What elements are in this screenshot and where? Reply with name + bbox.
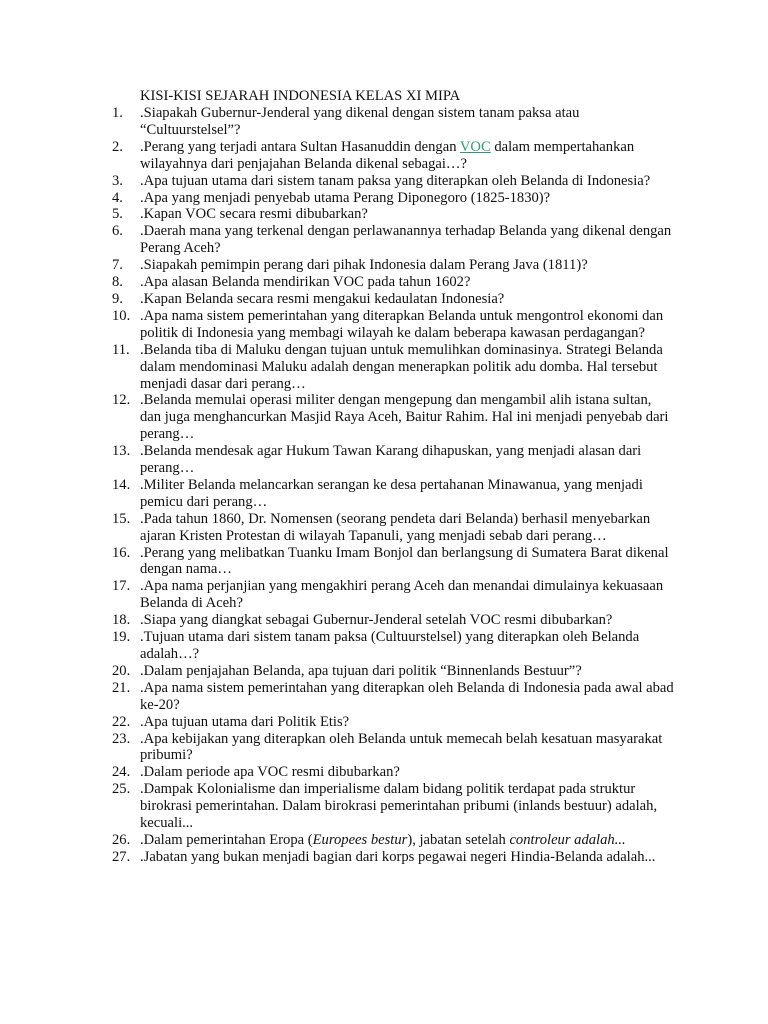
question-item: [0, 680, 768, 714]
question-number: 16.: [112, 544, 131, 561]
question-number: 17.: [112, 578, 131, 595]
question-text: .Apa alasan Belanda mendirikan VOC pada tahun 1602?: [140, 274, 471, 291]
question-text: .Apa nama sistem pemerintahan yang diterapkan oleh Belanda di Indonesia pada awal abad ke-20?: [140, 679, 674, 713]
question-number: 13.: [112, 443, 131, 460]
question-number: 4.: [112, 189, 123, 206]
question-text: .Dalam penjajahan Belanda, apa tujuan dari politik “Binnenlands Bestuur”?: [140, 662, 582, 679]
question-item: [0, 578, 768, 612]
question-item: [0, 443, 768, 477]
question-text: .Siapakah Gubernur-Jenderal yang dikenal dengan sistem tanam paksa atau “Cultuurstelsel”?: [140, 105, 580, 138]
question-number: 14.: [112, 476, 131, 493]
question-text: .Jabatan yang bukan menjadi bagian dari korps pegawai negeri Hindia-Belanda adalah...: [140, 848, 656, 865]
question-item: [0, 257, 768, 274]
question-item: [0, 764, 768, 781]
question-number: 9.: [112, 290, 123, 307]
question-text-part: .Dalam pemerintahan Eropa (: [140, 831, 313, 848]
question-text: .Apa tujuan utama dari Politik Etis?: [140, 713, 350, 730]
question-item: [0, 139, 768, 173]
question-number: 6.: [112, 223, 123, 240]
question-text: .Apa nama perjanjian yang mengakhiri perang Aceh dan menandai dimulainya kekuasaan Belanda di Aceh?: [140, 578, 664, 612]
question-number: 22.: [112, 713, 131, 730]
question-text-part: dalam mempertahankan wilayahnya dari penjajahan Belanda dikenal sebagai…?: [140, 138, 635, 172]
question-text: .Dalam periode apa VOC resmi dibubarkan?: [140, 764, 400, 781]
question-number: 11.: [112, 341, 130, 358]
question-text: .Belanda mendesak agar Hukum Tawan Karang dihapuskan, yang menjadi alasan dari perang…: [140, 443, 642, 477]
question-text: .Kapan VOC secara resmi dibubarkan?: [140, 206, 368, 223]
question-text: .Apa tujuan utama dari sistem tanam paksa yang diterapkan oleh Belanda di Indonesia?: [140, 172, 651, 189]
question-item: [0, 274, 768, 291]
question-number: 8.: [112, 274, 123, 291]
question-item: [0, 731, 768, 765]
voc-link[interactable]: VOC: [459, 138, 491, 155]
question-text: .Apa yang menjadi penyebab utama Perang Diponegoro (1825-1830)?: [140, 189, 551, 206]
question-number: 21.: [112, 679, 131, 696]
question-text-part: ), jabatan setelah: [407, 831, 510, 848]
question-item: [0, 511, 768, 545]
question-item: [0, 714, 768, 731]
question-item: [0, 291, 768, 308]
document-title: KISI-KISI SEJARAH INDONESIA KELAS XI MIPA: [140, 88, 461, 104]
question-number: 23.: [112, 730, 131, 747]
question-item: [0, 612, 768, 629]
question-number: 10.: [112, 307, 131, 324]
question-item: [0, 223, 768, 257]
question-text: .Apa kebijakan yang diterapkan oleh Belanda untuk memecah belah kesatuan masyarakat pribumi?: [140, 730, 663, 764]
question-item: [0, 190, 768, 207]
question-item: [0, 849, 768, 866]
question-text-part: .Perang yang terjadi antara Sultan Hasanuddin dengan: [140, 138, 460, 155]
question-number: 26.: [112, 831, 131, 848]
question-item: [0, 832, 768, 849]
question-number: 7.: [112, 257, 123, 274]
question-text-italic: Europees bestur: [312, 831, 408, 848]
question-text: .Belanda memulai operasi militer dengan mengepung dan mengambil alih istana sultan, dan juga menghancurkan Masjid Raya Aceh, Baitur Rahim. Hal ini menjadi penyebab dari perang…: [140, 392, 669, 443]
question-text: .Siapakah pemimpin perang dari pihak Indonesia dalam Perang Java (1811)?: [140, 257, 588, 274]
question-item: [0, 173, 768, 190]
question-number: 25.: [112, 781, 131, 798]
question-number: 2.: [112, 138, 123, 155]
question-item: [0, 392, 768, 443]
question-text-italic: controleur adalah...: [509, 831, 626, 848]
question-item: [0, 545, 768, 579]
question-number: 19.: [112, 629, 131, 646]
question-number: 15.: [112, 510, 131, 527]
question-number: 3.: [112, 172, 123, 189]
question-text: .Daerah mana yang terkenal dengan perlawanannya terhadap Belanda yang dikenal dengan Perang Aceh?: [140, 223, 672, 257]
question-text: .Perang yang melibatkan Tuanku Imam Bonjol dan berlangsung di Sumatera Barat dikenal dengan nama…: [140, 544, 669, 578]
question-text: .Militer Belanda melancarkan serangan ke desa pertahanan Minawanua, yang menjadi pemicu dari perang…: [140, 476, 643, 510]
question-number: 5.: [112, 206, 123, 223]
question-number: 20.: [112, 662, 131, 679]
question-text: .Kapan Belanda secara resmi mengakui kedaulatan Indonesia?: [140, 290, 505, 307]
question-text: .Pada tahun 1860, Dr. Nomensen (seorang pendeta dari Belanda) berhasil menyebarkan ajaran Kristen Protestan di wilayah Tapanuli, yang menjadi sebab dari perang…: [140, 510, 651, 544]
question-item: [0, 629, 768, 663]
question-text: .Tujuan utama dari sistem tanam paksa (Cultuurstelsel) yang diterapkan oleh Belanda adalah…?: [140, 629, 640, 662]
question-item: [0, 477, 768, 511]
question-number: 24.: [112, 764, 131, 781]
question-text: .Siapa yang diangkat sebagai Gubernur-Jenderal setelah VOC resmi dibubarkan?: [140, 612, 613, 629]
question-item: [0, 206, 768, 223]
question-item: [0, 342, 768, 393]
question-list: [0, 105, 768, 866]
question-number: 27.: [112, 848, 131, 865]
question-number: 18.: [112, 612, 131, 629]
question-number: 1.: [112, 105, 123, 121]
question-text: .Belanda tiba di Maluku dengan tujuan untuk memulihkan dominasinya. Strategi Belanda dalam mendominasi Maluku adalah dengan menerapkan politik adu domba. Hal tersebut menjadi dasar dari perang…: [140, 341, 663, 392]
question-text: .Apa nama sistem pemerintahan yang diterapkan Belanda untuk mengontrol ekonomi dan politik di Indonesia yang membagi wilayah ke dalam beberapa kawasan perdagangan?: [140, 307, 664, 341]
question-number: 12.: [112, 392, 131, 409]
question-text: .Dampak Kolonialisme dan imperialisme dalam bidang politik terdapat pada struktur birokrasi pemerintahan. Dalam birokrasi pemerintahan pribumi (inlands bestuur) adalah, kecuali...: [140, 781, 658, 832]
question-item: [0, 308, 768, 342]
question-item: [0, 105, 768, 139]
question-item: [0, 781, 768, 832]
question-item: [0, 663, 768, 680]
